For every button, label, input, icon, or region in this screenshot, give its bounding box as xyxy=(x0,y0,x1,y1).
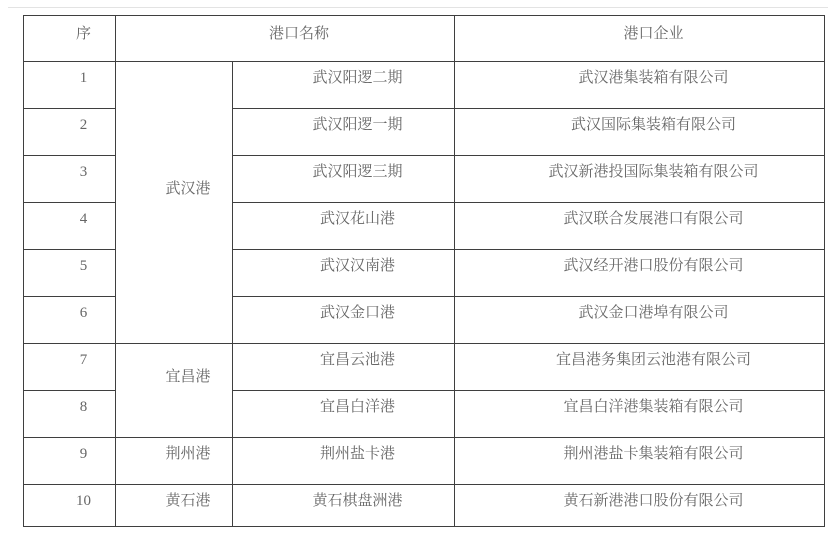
port-name-cell: 武汉汉南港 xyxy=(233,250,455,297)
port-group-cell: 荆州港 xyxy=(116,438,233,485)
port-enterprise-cell: 黄石新港港口股份有限公司 xyxy=(455,485,825,527)
row-index-cell: 4 xyxy=(24,203,116,250)
table-row xyxy=(24,438,825,485)
port-table xyxy=(23,15,825,527)
table-row xyxy=(24,485,825,527)
port-name-cell: 武汉阳逻一期 xyxy=(233,109,455,156)
faint-top-line xyxy=(8,7,828,8)
header-port-enterprise: 港口企业 xyxy=(455,16,825,62)
row-index-cell: 7 xyxy=(24,344,116,391)
port-group-cell: 武汉港 xyxy=(116,62,233,344)
port-enterprise-cell: 武汉新港投国际集装箱有限公司 xyxy=(455,156,825,203)
row-index-cell: 2 xyxy=(24,109,116,156)
port-group-cell: 宜昌港 xyxy=(116,344,233,438)
row-index-cell: 10 xyxy=(24,485,116,527)
header-row xyxy=(24,16,825,62)
port-name-cell: 武汉金口港 xyxy=(233,297,455,344)
port-enterprise-cell: 武汉国际集装箱有限公司 xyxy=(455,109,825,156)
port-group-cell: 黄石港 xyxy=(116,485,233,527)
port-enterprise-cell: 宜昌白洋港集装箱有限公司 xyxy=(455,391,825,438)
port-enterprise-cell: 武汉金口港埠有限公司 xyxy=(455,297,825,344)
port-name-cell: 荆州盐卡港 xyxy=(233,438,455,485)
port-name-cell: 武汉阳逻二期 xyxy=(233,62,455,109)
port-name-cell: 宜昌云池港 xyxy=(233,344,455,391)
row-index-cell: 6 xyxy=(24,297,116,344)
table-row xyxy=(24,62,825,109)
port-enterprise-cell: 宜昌港务集团云池港有限公司 xyxy=(455,344,825,391)
port-name-cell: 武汉花山港 xyxy=(233,203,455,250)
table-row xyxy=(24,344,825,391)
row-index-cell: 5 xyxy=(24,250,116,297)
port-name-cell: 黄石棋盘洲港 xyxy=(233,485,455,527)
row-index-cell: 9 xyxy=(24,438,116,485)
port-enterprise-cell: 荆州港盐卡集装箱有限公司 xyxy=(455,438,825,485)
port-enterprise-cell: 武汉经开港口股份有限公司 xyxy=(455,250,825,297)
row-index-cell: 3 xyxy=(24,156,116,203)
table-body xyxy=(24,62,825,527)
header-index: 序 xyxy=(24,16,116,62)
port-enterprise-cell: 武汉联合发展港口有限公司 xyxy=(455,203,825,250)
header-port-name: 港口名称 xyxy=(116,16,455,62)
port-enterprise-cell: 武汉港集装箱有限公司 xyxy=(455,62,825,109)
row-index-cell: 1 xyxy=(24,62,116,109)
port-name-cell: 武汉阳逻三期 xyxy=(233,156,455,203)
port-name-cell: 宜昌白洋港 xyxy=(233,391,455,438)
row-index-cell: 8 xyxy=(24,391,116,438)
